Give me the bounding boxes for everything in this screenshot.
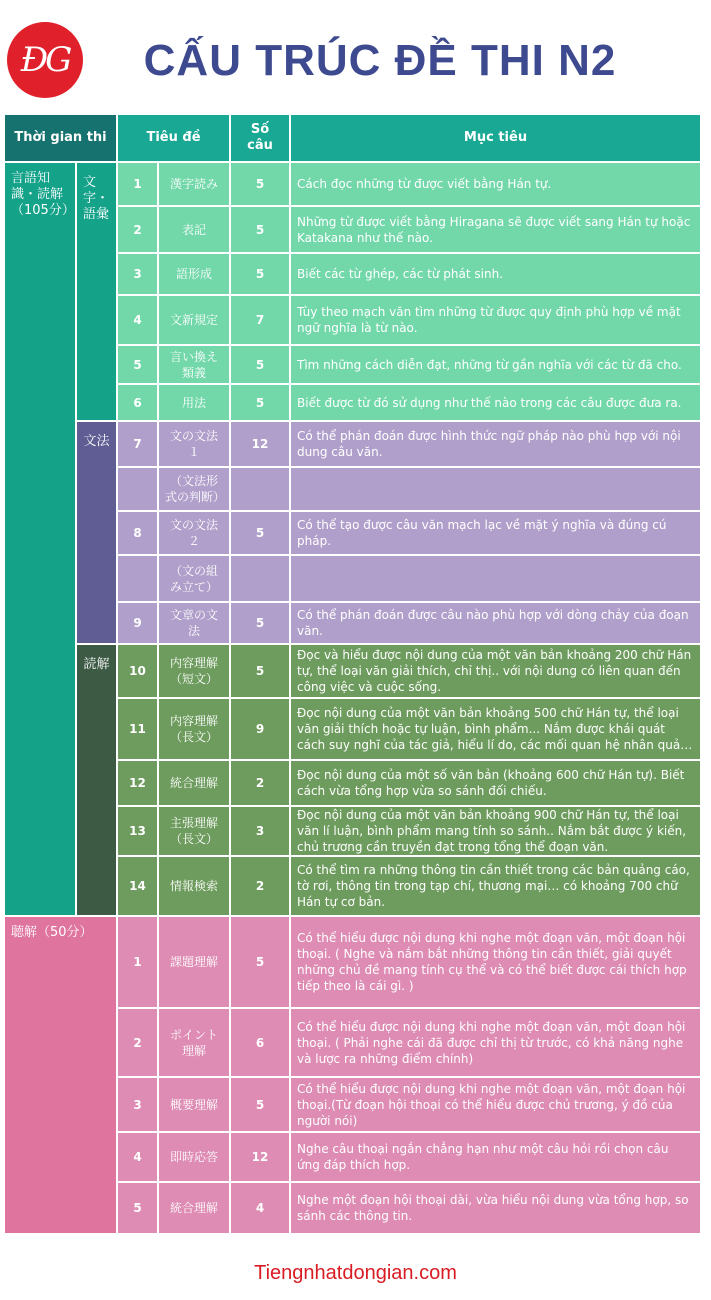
row-title: 文章の文法	[159, 603, 229, 643]
row-number: 3	[118, 1078, 157, 1131]
section-knowledge: 言語知識・読解（105分）	[5, 163, 75, 915]
row-count: 5	[231, 254, 289, 294]
row-goal: Có thể phán đoán được hình thức ngữ pháp nào phù hợp với nội dung câu văn.	[291, 422, 700, 466]
row-title: ポイント理解	[159, 1009, 229, 1076]
row-count: 5	[231, 163, 289, 205]
row-count: 5	[231, 512, 289, 554]
header-title: Tiêu đề	[118, 115, 229, 161]
row-number: 5	[118, 1183, 157, 1233]
row-count: 5	[231, 346, 289, 383]
row-count: 6	[231, 1009, 289, 1076]
row-goal: Biết được từ đó sử dụng như thế nào trong các câu được đưa ra.	[291, 385, 700, 420]
row-number: 11	[118, 699, 157, 759]
header-time: Thời gian thi	[5, 115, 116, 161]
row-count: 3	[231, 807, 289, 855]
row-number: 10	[118, 645, 157, 697]
row-count	[231, 468, 289, 510]
row-count: 5	[231, 1078, 289, 1131]
row-title: （文の組み立て）	[159, 556, 229, 601]
row-count: 5	[231, 603, 289, 643]
row-title: 情報検索	[159, 857, 229, 915]
row-number: 2	[118, 207, 157, 252]
row-count: 5	[231, 645, 289, 697]
row-number: 3	[118, 254, 157, 294]
section-dokkai: 読解	[77, 645, 116, 915]
row-count: 7	[231, 296, 289, 344]
row-title: 内容理解（長文）	[159, 699, 229, 759]
row-count: 4	[231, 1183, 289, 1233]
row-goal: Có thể hiểu được nội dung khi nghe một đoạn văn, một đoạn hội thoại.(Từ đoạn hội thoại có thể hiểu được chủ trương, ý đồ của người nói)	[291, 1078, 700, 1131]
row-title: 言い換え類義	[159, 346, 229, 383]
row-goal: Đọc nội dung của một số văn bản (khoảng 600 chữ Hán tự). Biết cách vừa tổng hợp vừa so sánh đối chiếu.	[291, 761, 700, 805]
row-title: 漢字読み	[159, 163, 229, 205]
row-title: 課題理解	[159, 917, 229, 1007]
section-moji: 文字・語彙	[77, 163, 116, 420]
row-goal: Biết các từ ghép, các từ phát sinh.	[291, 254, 700, 294]
row-count: 5	[231, 917, 289, 1007]
row-title: （文法形式の判断）	[159, 468, 229, 510]
row-goal: Đọc nội dung của một văn bản khoảng 500 chữ Hán tự, thể loại văn giải thích hoặc tự luận, bình phẩm... Nắm được khái quát cách suy nghĩ của tác giả, hiểu lí do, các mối quan hệ nhân quả…	[291, 699, 700, 759]
row-goal	[291, 556, 700, 601]
row-title: 表記	[159, 207, 229, 252]
row-goal: Những từ được viết bằng Hiragana sẽ được viết sang Hán tự hoặc Katakana như thế nào.	[291, 207, 700, 252]
row-goal: Đọc và hiểu được nội dung của một văn bản khoảng 200 chữ Hán tự, thể loại văn giải thích, chỉ thị.. với nội dung có liên quan đến công việc và cuộc sống.	[291, 645, 700, 697]
row-goal: Có thể hiểu được nội dung khi nghe một đoạn văn, một đoạn hội thoại. ( Phải nghe cái đã được chỉ thị từ trước, có khả năng nghe và lược ra những điểm chính)	[291, 1009, 700, 1076]
row-goal: Nghe một đoạn hội thoại dài, vừa hiểu nội dung vừa tổng hợp, so sánh các thông tin.	[291, 1183, 700, 1233]
row-number: 12	[118, 761, 157, 805]
row-goal: Có thể tạo được câu văn mạch lạc về mặt ý nghĩa và đúng cú pháp.	[291, 512, 700, 554]
row-number: 5	[118, 346, 157, 383]
footer-link[interactable]: Tiengnhatdongian.com	[254, 1262, 457, 1284]
row-title: 統合理解	[159, 761, 229, 805]
row-goal: Nghe câu thoại ngắn chẳng hạn như một câu hỏi rồi chọn câu ứng đáp thích hợp.	[291, 1133, 700, 1181]
header-goal: Mục tiêu	[291, 115, 700, 161]
row-number: 6	[118, 385, 157, 420]
row-number: 7	[118, 422, 157, 466]
row-count: 5	[231, 207, 289, 252]
row-number	[118, 556, 157, 601]
row-goal: Tùy theo mạch văn tìm những từ được quy định phù hợp về mặt ngữ nghĩa là từ nào.	[291, 296, 700, 344]
row-goal: Tìm những cách diễn đạt, những từ gần nghĩa với các từ đã cho.	[291, 346, 700, 383]
section-bunpou: 文法	[77, 422, 116, 643]
row-count: 9	[231, 699, 289, 759]
row-number: 1	[118, 917, 157, 1007]
row-number: 8	[118, 512, 157, 554]
row-goal: Có thể phán đoán được câu nào phù hợp với dòng chảy của đoạn văn.	[291, 603, 700, 643]
row-title: 語形成	[159, 254, 229, 294]
row-goal: Cách đọc những từ được viết bằng Hán tự.	[291, 163, 700, 205]
row-count: 12	[231, 422, 289, 466]
row-count: 2	[231, 761, 289, 805]
row-title: 文の文法２	[159, 512, 229, 554]
row-count: 2	[231, 857, 289, 915]
row-number: 1	[118, 163, 157, 205]
row-number	[118, 468, 157, 510]
row-title: 概要理解	[159, 1078, 229, 1131]
row-number: 4	[118, 296, 157, 344]
row-number: 4	[118, 1133, 157, 1181]
row-title: 統合理解	[159, 1183, 229, 1233]
row-title: 文新規定	[159, 296, 229, 344]
row-title: 主張理解（長文）	[159, 807, 229, 855]
row-count: 12	[231, 1133, 289, 1181]
row-count: 5	[231, 385, 289, 420]
row-title: 内容理解（短文）	[159, 645, 229, 697]
row-goal	[291, 468, 700, 510]
row-number: 2	[118, 1009, 157, 1076]
exam-structure-table	[5, 115, 703, 1250]
logo: ĐG	[7, 22, 83, 98]
row-goal: Đọc nội dung của một văn bản khoảng 900 chữ Hán tự, thể loại văn lí luận, bình phẩm mang tính so sánh.. Nắm bắt được ý kiến, chủ trương cần truyền đạt trong tổng thể đoạn văn.	[291, 807, 700, 855]
row-number: 13	[118, 807, 157, 855]
row-title: 用法	[159, 385, 229, 420]
row-goal: Có thể tìm ra những thông tin cần thiết trong các bản quảng cáo, tờ rơi, thông tin trong tạp chí, thương mại… có khoảng 700 chữ Hán tự cơ bản.	[291, 857, 700, 915]
row-number: 14	[118, 857, 157, 915]
row-title: 文の文法１	[159, 422, 229, 466]
page-title: CẤU TRÚC ĐỀ THI N2	[143, 36, 617, 85]
header-count: Số câu	[231, 115, 289, 161]
row-title: 即時応答	[159, 1133, 229, 1181]
row-goal: Có thể hiểu được nội dung khi nghe một đoạn văn, một đoạn hội thoại. ( Nghe và nắm bắt những thông tin cần thiết, giải quyết những chủ đề mang tính cụ thể và có thể biết được cái thích hợp tiếp theo là cái gì. )	[291, 917, 700, 1007]
row-number: 9	[118, 603, 157, 643]
row-count	[231, 556, 289, 601]
section-listening: 聴解（50分）	[5, 917, 116, 1233]
